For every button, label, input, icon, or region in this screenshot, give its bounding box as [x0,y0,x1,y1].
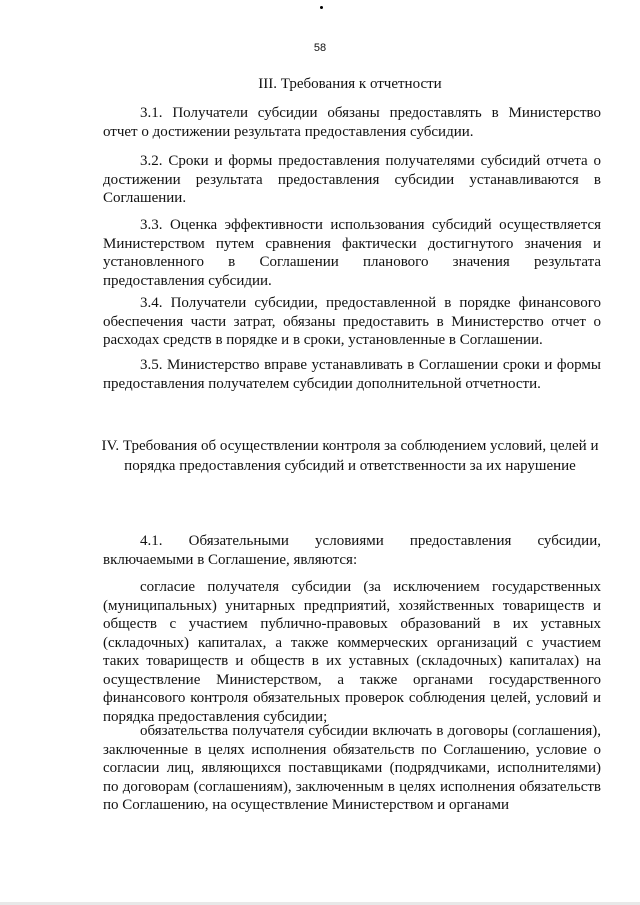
section-4-heading: IV. Требования об осуществлении контроля за соблюдением условий, целей и порядка предоставления субсидий и ответственности за их нарушение [101,438,599,474]
scan-dot [320,6,323,9]
paragraph-3-3: 3.3. Оценка эффективности использования субсидий осуществляется Министерством путем сравнения фактически достигнутого значения и установленного в Соглашении планового значения результата предоставления субсидии. [103,217,601,289]
paragraph-3-1: 3.1. Получатели субсидии обязаны предоставлять в Министерство отчет о достижении результата предоставления субсидии. [103,105,601,140]
section-3-heading: III. Требования к отчетности [258,76,442,92]
page-number: 58 [313,42,327,54]
paragraph-consent: согласие получателя субсидии (за исключением государственных (муниципальных) унитарных предприятий, хозяйственных товариществ и обществ с участием публично-правовых образований в их уставных (складочных) капиталах, а также коммерческих организаций с участием таких товариществ и обществ в их уставных (складочных) капиталах) на осуществление Министерством, а также органами государственного финансового контроля обязательных проверок соблюдения целей, условий и порядка предоставления субсидии; [103,579,601,725]
paragraph-3-4: 3.4. Получатели субсидии, предоставленной в порядке финансового обеспечения части затрат, обязаны предоставить в Министерство отчет о расходах средств в порядке и в сроки, установленные в Соглашении. [103,295,601,348]
paragraph-obligations: обязательства получателя субсидии включать в договоры (соглашения), заключенные в целях исполнения обязательств по Соглашению, условие о согласии лиц, являющихся поставщиками (подрядчиками, исполнителями) по договорам (соглашениям), заключенным в целях исполнения обязательств по Соглашению, на осуществление Министерством и органами [103,723,601,813]
paragraph-3-5: 3.5. Министерство вправе устанавливать в Соглашении сроки и формы предоставления получателем субсидии дополнительной отчетности. [103,357,601,392]
paragraph-4-1: 4.1. Обязательными условиями предоставления субсидии, включаемыми в Соглашение, являются: [103,533,601,568]
paragraph-3-2: 3.2. Сроки и формы предоставления получателями субсидий отчета о достижении результата предоставления субсидии устанавливаются в Соглашении. [103,153,601,206]
